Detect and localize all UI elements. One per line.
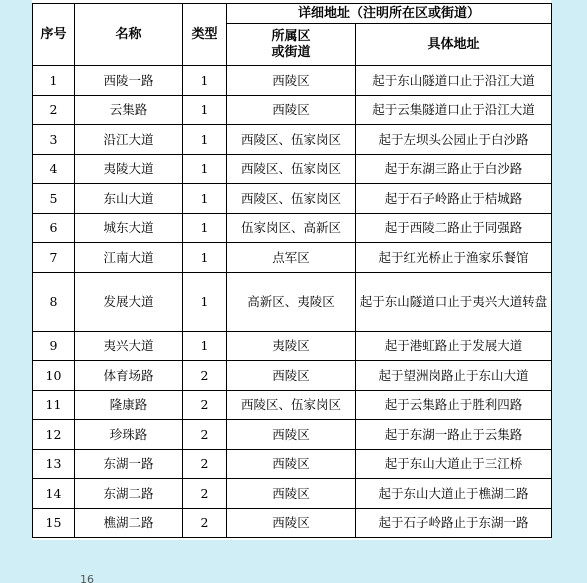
cell-index: 11 — [33, 390, 75, 420]
cell-index: 13 — [33, 449, 75, 479]
cell-district: 夷陵区 — [227, 331, 356, 361]
cell-name: 樵湖二路 — [75, 508, 183, 538]
cell-address: 起于石子岭路止于桔城路 — [356, 184, 552, 214]
cell-district: 西陵区 — [227, 479, 356, 509]
cell-name: 东湖一路 — [75, 449, 183, 479]
cell-district: 西陵区 — [227, 420, 356, 450]
cell-address: 起于东湖一路止于云集路 — [356, 420, 552, 450]
cell-index: 6 — [33, 213, 75, 243]
table-row — [33, 154, 552, 184]
table-row — [33, 390, 552, 420]
cell-address: 起于西陵二路止于同强路 — [356, 213, 552, 243]
cell-name: 云集路 — [75, 95, 183, 125]
table-row — [33, 95, 552, 125]
cell-type: 2 — [183, 420, 227, 450]
cell-address: 起于左坝头公园止于白沙路 — [356, 125, 552, 155]
cell-index: 2 — [33, 95, 75, 125]
cell-address: 起于东山大道止于樵湖二路 — [356, 479, 552, 509]
cell-address: 起于红光桥止于渔家乐餐馆 — [356, 243, 552, 273]
roads-table — [32, 3, 552, 538]
table-row — [33, 272, 552, 331]
cell-name: 隆康路 — [75, 390, 183, 420]
cell-name: 东山大道 — [75, 184, 183, 214]
cell-index: 3 — [33, 125, 75, 155]
roads-table-body — [33, 66, 552, 538]
table-row — [33, 66, 552, 96]
table-row — [33, 213, 552, 243]
cell-type: 1 — [183, 125, 227, 155]
cell-address: 起于东山隧道口止于夷兴大道转盘 — [356, 272, 552, 331]
header-specific-address: 具体地址 — [356, 24, 552, 66]
cell-name: 体育场路 — [75, 361, 183, 391]
cell-address: 起于石子岭路止于东湖一路 — [356, 508, 552, 538]
cell-district: 西陵区 — [227, 95, 356, 125]
cell-type: 1 — [183, 331, 227, 361]
cell-name: 夷兴大道 — [75, 331, 183, 361]
table-row — [33, 361, 552, 391]
table-row — [33, 331, 552, 361]
cell-type: 2 — [183, 361, 227, 391]
cell-name: 西陵一路 — [75, 66, 183, 96]
cell-index: 10 — [33, 361, 75, 391]
cell-index: 14 — [33, 479, 75, 509]
cell-address: 起于东湖三路止于白沙路 — [356, 154, 552, 184]
cell-name: 城东大道 — [75, 213, 183, 243]
header-district: 所属区 或街道 — [227, 24, 356, 66]
cell-type: 1 — [183, 66, 227, 96]
cell-district: 西陵区 — [227, 361, 356, 391]
cell-type: 2 — [183, 508, 227, 538]
cell-index: 15 — [33, 508, 75, 538]
table-row — [33, 479, 552, 509]
cell-index: 4 — [33, 154, 75, 184]
cell-type: 2 — [183, 390, 227, 420]
cell-type: 1 — [183, 243, 227, 273]
header-name: 名称 — [75, 4, 183, 66]
cell-district: 西陵区、伍家岗区 — [227, 154, 356, 184]
header-index: 序号 — [33, 4, 75, 66]
table-row — [33, 508, 552, 538]
cell-name: 沿江大道 — [75, 125, 183, 155]
cell-address: 起于东山大道止于三江桥 — [356, 449, 552, 479]
cell-type: 1 — [183, 95, 227, 125]
cell-type: 2 — [183, 479, 227, 509]
cell-district: 西陵区、伍家岗区 — [227, 184, 356, 214]
cell-index: 1 — [33, 66, 75, 96]
cell-name: 江南大道 — [75, 243, 183, 273]
cell-name: 发展大道 — [75, 272, 183, 331]
cell-name: 夷陵大道 — [75, 154, 183, 184]
cell-address: 起于东山隧道口止于沿江大道 — [356, 66, 552, 96]
cell-name: 东湖二路 — [75, 479, 183, 509]
cell-name: 珍珠路 — [75, 420, 183, 450]
cell-index: 9 — [33, 331, 75, 361]
cell-district: 西陵区 — [227, 66, 356, 96]
cell-type: 2 — [183, 449, 227, 479]
cell-district: 伍家岗区、高新区 — [227, 213, 356, 243]
cell-district: 西陵区、伍家岗区 — [227, 390, 356, 420]
table-row — [33, 184, 552, 214]
cell-index: 8 — [33, 272, 75, 331]
table-row — [33, 449, 552, 479]
cell-index: 5 — [33, 184, 75, 214]
cell-index: 12 — [33, 420, 75, 450]
cell-district: 点军区 — [227, 243, 356, 273]
cell-district: 西陵区 — [227, 508, 356, 538]
page-number: 16 — [80, 573, 94, 583]
cell-address: 起于望洲岗路止于东山大道 — [356, 361, 552, 391]
cell-type: 1 — [183, 184, 227, 214]
table-row — [33, 243, 552, 273]
header-type: 类型 — [183, 4, 227, 66]
table-row — [33, 125, 552, 155]
cell-type: 1 — [183, 213, 227, 243]
cell-district: 西陵区、伍家岗区 — [227, 125, 356, 155]
cell-address: 起于云集路止于胜利四路 — [356, 390, 552, 420]
cell-type: 1 — [183, 272, 227, 331]
header-detail-address: 详细地址（注明所在区或街道） — [227, 4, 552, 24]
cell-index: 7 — [33, 243, 75, 273]
cell-district: 西陵区 — [227, 449, 356, 479]
cell-address: 起于云集隧道口止于沿江大道 — [356, 95, 552, 125]
cell-type: 1 — [183, 154, 227, 184]
cell-address: 起于港虹路止于发展大道 — [356, 331, 552, 361]
cell-district: 高新区、夷陵区 — [227, 272, 356, 331]
table-row — [33, 420, 552, 450]
